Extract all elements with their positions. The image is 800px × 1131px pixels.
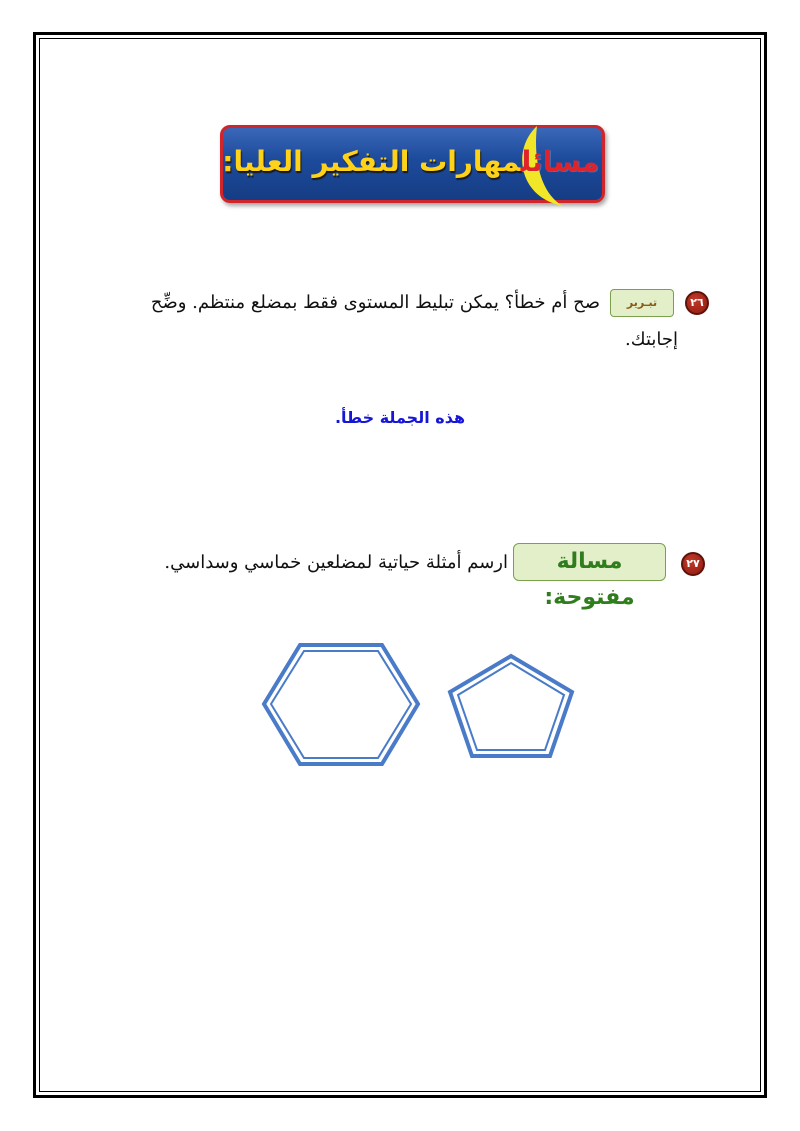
page-title-rest: مهارات التفكير العليا: — [222, 145, 521, 178]
pentagon-shape — [444, 650, 578, 762]
answer-text: هذه الجملة خطأ. — [334, 408, 466, 427]
question-number-badge: ٢٧ — [681, 552, 705, 576]
page-title — [222, 139, 599, 185]
hexagon-shape — [258, 640, 424, 770]
question-tag-justify: تبـرير — [610, 289, 674, 317]
question-text-cont: إجابتك. — [625, 329, 678, 350]
page-title-highlight: مسائل — [520, 145, 599, 178]
question-text: ارسم أمثلة حياتية لمضلعين خماسي وسداسي. — [164, 552, 508, 573]
question-text: صح أم خطأ؟ يمكن تبليط المستوى فقط بمضلع منتظم. وضِّح — [150, 292, 600, 313]
question-number-badge: ٢٦ — [685, 291, 709, 315]
question-tag-open-problem: مسالة مفتوحة: — [513, 543, 666, 581]
